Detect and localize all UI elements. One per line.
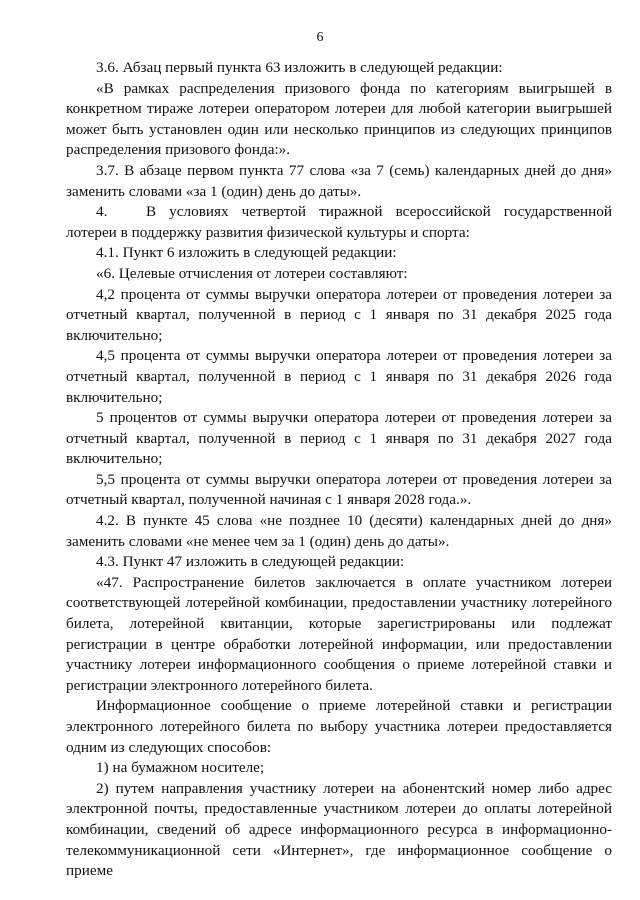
paragraph-47: «47. Распространение билетов заключается в оплате участником лотереи соответствующей лотерейной комбинации, предоставлении участнику лотерейного билета, лотерейной квитанции, которые зарегистрированы или подлежат регистрации в центре обработки лотерейной информации, или предоставлении участнику лотереи информационного сообщения о приеме лотерейной ставки и регистрации электронного лотерейного билета.	[66, 573, 612, 694]
paragraph-3-7: 3.7. В абзаце первом пункта 77 слова «за 7 (семь) календарных дней до дня» заменить словами «за 1 (один) день до даты».	[66, 161, 612, 200]
paragraph-rate-2028: 5,5 процента от суммы выручки оператора лотереи от проведения лотереи за отчетный квартал, полученной начиная с 1 января 2028 года.».	[66, 470, 612, 509]
paragraph-4-2: 4.2. В пункте 45 слова «не позднее 10 (десяти) календарных дней до дня» заменить словами «не менее чем за 1 (один) день до даты».	[66, 512, 612, 550]
paragraph-rate-2026: 4,5 процента от суммы выручки оператора лотереи от проведения лотереи за отчетный квартал, полученной в период с 1 января по 31 декабря 2026 года включительно;	[66, 347, 612, 406]
page-number: 6	[316, 30, 324, 45]
paragraph-3-6: 3.6. Абзац первый пункта 63 изложить в следующей редакции:	[96, 59, 503, 76]
document-body	[66, 58, 612, 882]
paragraph-4-3: 4.3. Пункт 47 изложить в следующей редакции:	[96, 553, 405, 571]
item-4-number: 4.	[96, 203, 108, 221]
paragraph-4-1: 4.1. Пункт 6 изложить в следующей редакции:	[96, 244, 397, 262]
paragraph-method-1: 1) на бумажном носителе;	[96, 759, 265, 777]
paragraph-4	[66, 202, 612, 243]
paragraph-info-message: Информационное сообщение о приеме лотерейной ставки и регистрации электронного лотерейного билета по выбору участника лотереи предоставляется одним из следующих способов:	[66, 697, 612, 756]
item-4-text: В условиях четвертой тиражной всероссийской государственной лотереи в поддержку развития физической культуры и спорта:	[66, 203, 612, 241]
paragraph-rate-2027: 5 процентов от суммы выручки оператора лотереи от проведения лотереи за отчетный квартал, полученной в период с 1 января по 31 декабря 2027 года включительно;	[66, 409, 612, 468]
paragraph-rate-2025: 4,2 процента от суммы выручки оператора лотереи от проведения лотереи за отчетный квартал, полученной в период с 1 января по 31 декабря 2025 года включительно;	[66, 285, 612, 344]
paragraph-method-2: 2) путем направления участнику лотереи на абонентский номер либо адрес электронной почты, предоставленные участником лотереи до оплаты лотерейной комбинации, сведений об адресе информационного ресурса в информационно-телекоммуникационной сети «Интернет», где информационное сообщение о приеме	[66, 779, 612, 880]
paragraph-4-1-item-6: «6. Целевые отчисления от лотереи составляют:	[96, 264, 408, 282]
paragraph-3-6-quote: «В рамках распределения призового фонда по категориям выигрышей в конкретном тираже лотереи оператором лотереи для любой категории выигрышей может быть установлен один или несколько принципов из следующих принципов распределения призового фонда:».	[66, 79, 612, 159]
